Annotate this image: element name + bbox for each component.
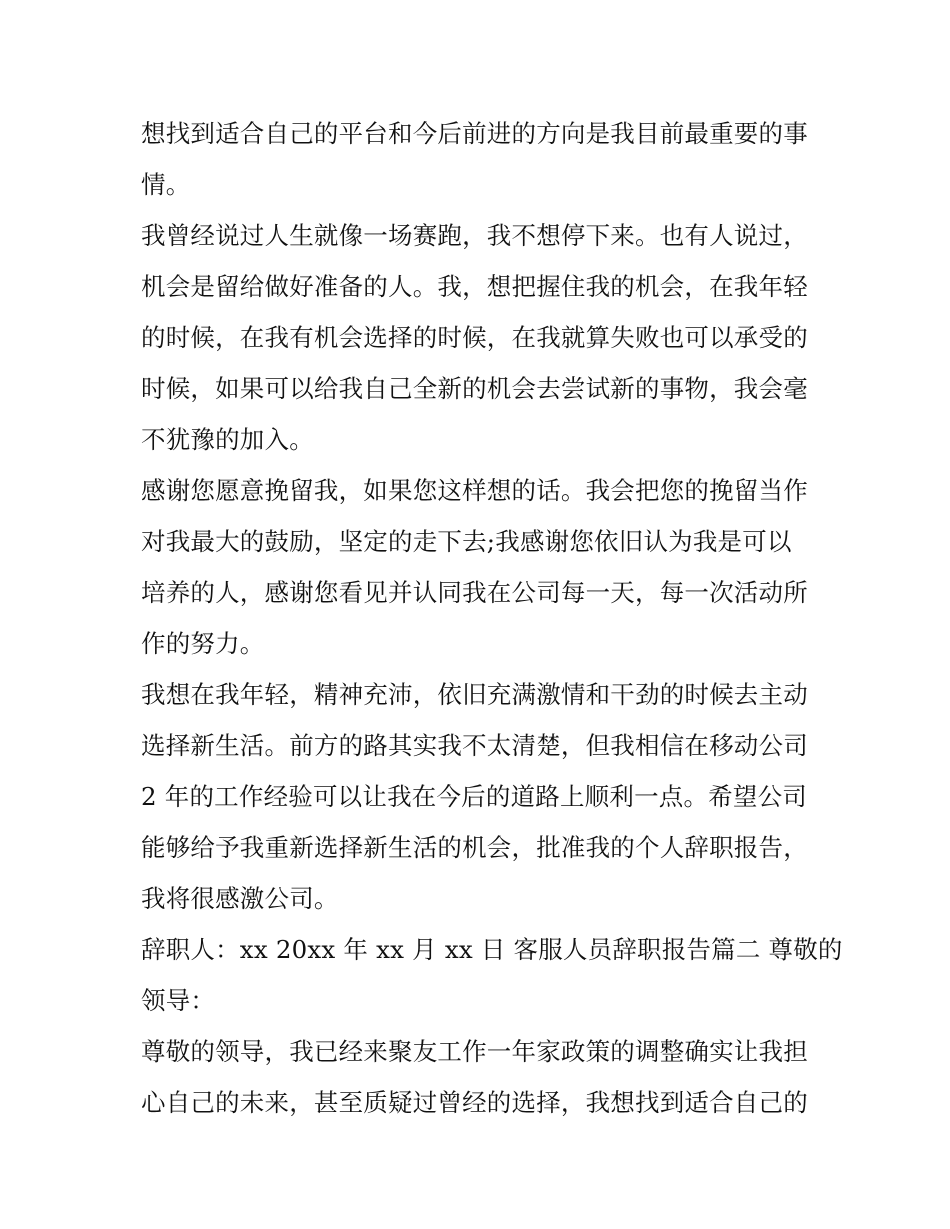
text-line: 尊敬的领导，我已经来聚友工作一年家政策的调整确实让我担: [141, 1037, 808, 1066]
text-line: 感谢您愿意挽留我，如果您这样想的话。我会把您的挽留当作: [141, 476, 808, 505]
text-line: 不犹豫的加入。: [141, 425, 314, 454]
text-line: 对我最大的鼓励，坚定的走下去;我感谢您依旧认为我是可以: [141, 527, 792, 556]
document-body: [141, 108, 843, 1128]
text-line: 我曾经说过人生就像一场赛跑，我不想停下来。也有人说过，: [141, 221, 808, 250]
text-line: 心自己的未来，甚至质疑过曾经的选择，我想找到适合自己的: [141, 1088, 808, 1117]
text-line: 我将很感激公司。: [141, 884, 339, 913]
text-line: 我想在我年轻，精神充沛，依旧充满激情和干劲的时候去主动: [141, 680, 808, 709]
text-line: 辞职人：xx 20xx 年 xx 月 xx 日 客服人员辞职报告篇二 尊敬的: [141, 935, 843, 964]
text-line: 作的努力。: [141, 629, 265, 658]
text-line: 培养的人，感谢您看见并认同我在公司每一天，每一次活动所: [141, 578, 808, 607]
text-line: 时候，如果可以给我自己全新的机会去尝试新的事物，我会毫: [141, 374, 808, 403]
text-line: 的时候，在我有机会选择的时候，在我就算失败也可以承受的: [141, 323, 808, 352]
text-line: 机会是留给做好准备的人。我，想把握住我的机会，在我年轻: [141, 272, 808, 301]
text-line: 选择新生活。前方的路其实我不太清楚，但我相信在移动公司: [141, 731, 808, 760]
text-line: 领导：: [141, 986, 216, 1015]
text-line: 想找到适合自己的平台和今后前进的方向是我目前最重要的事: [141, 119, 808, 148]
text-line: 情。: [141, 170, 191, 199]
text-line: 能够给予我重新选择新生活的机会，批准我的个人辞职报告，: [141, 833, 808, 862]
text-line: 2 年的工作经验可以让我在今后的道路上顺利一点。希望公司: [141, 782, 807, 811]
